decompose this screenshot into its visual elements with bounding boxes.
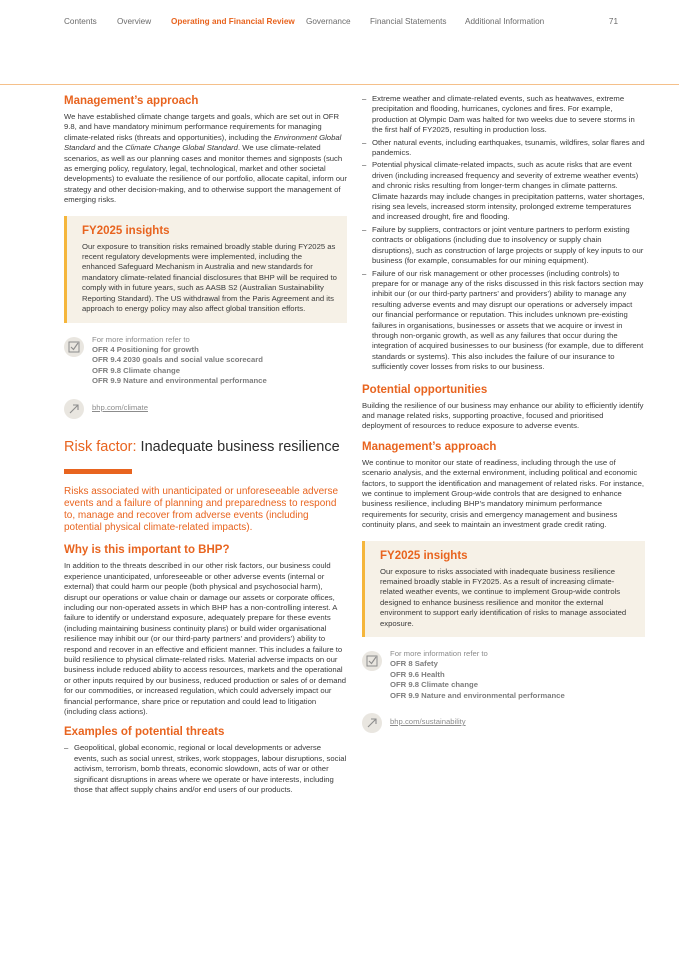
- left-column: [64, 94, 347, 797]
- page-number: 71: [608, 17, 618, 26]
- document-reference-icon: [64, 337, 84, 357]
- external-link-row[interactable]: [362, 711, 645, 733]
- header-divider: [0, 84, 679, 85]
- examples-heading: Examples of potential threats: [64, 726, 225, 739]
- insights-title: FY2025 insights: [82, 224, 170, 237]
- management-approach-text: We have established climate change targets and goals, which are set out in OFR 9.8, and have mandatory minimum performance requirements for managing climate-related risks (threats and opportunities), including the Environment Global Standard and the Climate Change Global Standard. We use climate-related scenarios, as well as our planning cases and monitor themes and signposts (such as emerging policy, regulatory, legal, technological, market and other societal developments) to evaluate the resilience of our portfolio, allocate capital, inform our strategy and other decision-making, and to otherwise support the management of emerging risks.: [64, 112, 347, 205]
- management-approach-heading: Management’s approach: [362, 440, 497, 453]
- climate-link[interactable]: bhp.com/climate: [92, 402, 148, 412]
- threat-item: – Extreme weather and climate-related events, such as heatwaves, extreme precipitation and flooding, hurricanes, cyclones and fires. For example, production at Olympic Dam was halted for two weeks due to severe storms in the first half of FY2025, resulting in production loss.: [362, 94, 645, 136]
- opportunities-text: Building the resilience of our business may enhance our ability to efficiently identify and manage related risks, supporting proactive, focused and prioritised deployment of resources to reduce exposure to adverse events.: [362, 400, 644, 431]
- sustainability-link[interactable]: bhp.com/sustainability: [390, 717, 466, 727]
- nav-additional-information[interactable]: Additional Information: [465, 17, 545, 26]
- reference-item[interactable]: OFR 9.9 Nature and environmental performance: [92, 376, 267, 386]
- risk-factor-title: Risk factor: Inadequate business resilience: [64, 438, 340, 455]
- nav-contents[interactable]: Contents: [64, 17, 97, 26]
- risk-factor-accent-bar: [64, 469, 132, 474]
- reference-lead: For more information refer to: [390, 649, 488, 659]
- reference-item[interactable]: OFR 9.8 Climate change: [92, 365, 181, 375]
- external-link-icon: [362, 713, 382, 733]
- management-approach-heading: Management’s approach: [64, 95, 199, 107]
- nav-overview[interactable]: Overview: [117, 17, 152, 26]
- reference-lead: For more information refer to: [92, 334, 190, 344]
- reference-item[interactable]: OFR 8 Safety: [390, 659, 438, 669]
- reference-item[interactable]: OFR 9.4 2030 goals and social value scorecard: [92, 355, 263, 365]
- why-important-heading: Why is this important to BHP?: [64, 544, 230, 557]
- top-navigation: [64, 17, 618, 31]
- threat-item: – Geopolitical, global economic, regional or local developments or adverse events, such as social unrest, strikes, work stoppages, labour disruptions, social activism, terrorism, bomb threats, economic slowdown, acts of war or other significant disruptions in areas where we operate or have interests, including those that affect supply chains and/or end users of our products.: [64, 743, 347, 795]
- nav-financial-statements[interactable]: Financial Statements: [370, 17, 447, 26]
- why-important-text: In addition to the threats described in our other risk factors, our business could experience unanticipated, unforeseeable or other adverse events (internal or external) that could harm our people (both physical and psychosocial harm), disrupt our operations or value chain or damage our assets or corporate offices, including our non-operated assets in which BHP has a non-controlling interest. A failure to identify or understand exposure, adequately prepare for these events (including maintaining business continuity plans) or build wider organisational resilience may inhibit our (or our third-party partners’ and providers’) ability to respond and recover in an effective and efficient manner. This includes a failure to build resilience to physical climate-related risks. Material adverse impacts on our business include reduced ability to access resources, markets and the operational or other inputs required by our business, reduced production or sales of or demand for our commodities, or increased regulation, which could adversely impact our financial performance, share price or reputation and could lead to litigation (including class actions).: [64, 561, 347, 717]
- insights-title: FY2025 insights: [380, 549, 468, 562]
- threat-item: – Potential physical climate-related impacts, such as acute risks that are event driven (including increased frequency and severity of extreme weather events) and chronic risks resulting from longer-term changes in climate patterns. Climate hazards may include changes in precipitation patterns, water shortages, rising sea levels, increased storm intensity, prolonged extreme temperatures and increased drought, fire and flooding.: [362, 160, 645, 222]
- reference-block: [362, 649, 645, 701]
- insights-box: [362, 541, 645, 637]
- threat-list-continued: [362, 94, 645, 373]
- nav-operating-financial-review[interactable]: Operating and Financial Review: [171, 17, 295, 26]
- right-column: [362, 94, 645, 733]
- external-link-row[interactable]: [64, 397, 347, 419]
- nav-governance[interactable]: Governance: [306, 17, 351, 26]
- management-approach-text: We continue to monitor our state of readiness, including through the use of scenario analysis, and the external environment, including political and economic factors, to support the identification and management of related risks. For instance, we continue to implement Group-wide controls that are designed to enhance business resilience, including BHP’s mandatory minimum performance requirements for security, crisis and emergency management and business continuity plans, and seek to maintain an investment grade credit rating.: [362, 457, 645, 530]
- insights-text: Our exposure to transition risks remained broadly stable during FY2025 as recent regulatory developments were implemented, including the enhanced Safeguard Mechanism in Australia and new standards for mandatory climate-related financial disclosures that BHP will be required to comply with in future years, such as AASB S2 (Australian Sustainability Reporting Standard). The US withdrawal from the Paris Agreement and its approach to energy policy may also affect global transition efforts.: [82, 241, 337, 314]
- document-reference-icon: [362, 651, 382, 671]
- threat-item: – Other natural events, including earthquakes, tsunamis, wildfires, solar flares and pandemics.: [362, 138, 645, 159]
- risk-factor-description: Risks associated with unanticipated or unforeseeable adverse events and a failure of planning and preparedness to respond to, manage and recover from adverse events (including potential physical climate-related impacts).: [64, 485, 339, 534]
- insights-box: [64, 216, 347, 323]
- reference-item[interactable]: OFR 9.8 Climate change: [390, 680, 479, 690]
- threat-list: [64, 743, 347, 795]
- external-link-icon: [64, 399, 84, 419]
- reference-item[interactable]: OFR 9.9 Nature and environmental performance: [390, 690, 565, 700]
- insights-text: Our exposure to risks associated with inadequate business resilience remained broadly stable in FY2025. As a result of increasing climate-related weather events, we continue to implement Group-wide controls designed to enhance business resilience and monitor the external environment to support early identification of risks to manage associated exposure.: [380, 566, 627, 628]
- reference-item[interactable]: OFR 9.6 Health: [390, 669, 445, 679]
- threat-item: – Failure of our risk management or other processes (including controls) to prepare for or manage any of the risks discussed in this risk factors section may inhibit our (or our third-party partners’ and providers’) ability to manage any resulting adverse events and may disrupt our operations or adversely impact our financial performance or reputation. This includes unknown pre-existing failures in organisations, businesses or assets that we acquire or invest in through non-organic growth, as well as any failures that occur during the integration of acquired businesses to our business (for example, due to different standards or systems). This also includes the failure of our insurance to sufficiently cover losses from risks to our business.: [362, 269, 645, 373]
- reference-block: [64, 335, 347, 387]
- opportunities-heading: Potential opportunities: [362, 383, 488, 396]
- reference-item[interactable]: OFR 4 Positioning for growth: [92, 344, 199, 354]
- threat-item: – Failure by suppliers, contractors or joint venture partners to perform existing contracts or obligations (including due to insolvency or supply chain disruptions), such as construction of large projects or supply of key inputs to our business (for example, consumables for our mining equipment).: [362, 225, 645, 267]
